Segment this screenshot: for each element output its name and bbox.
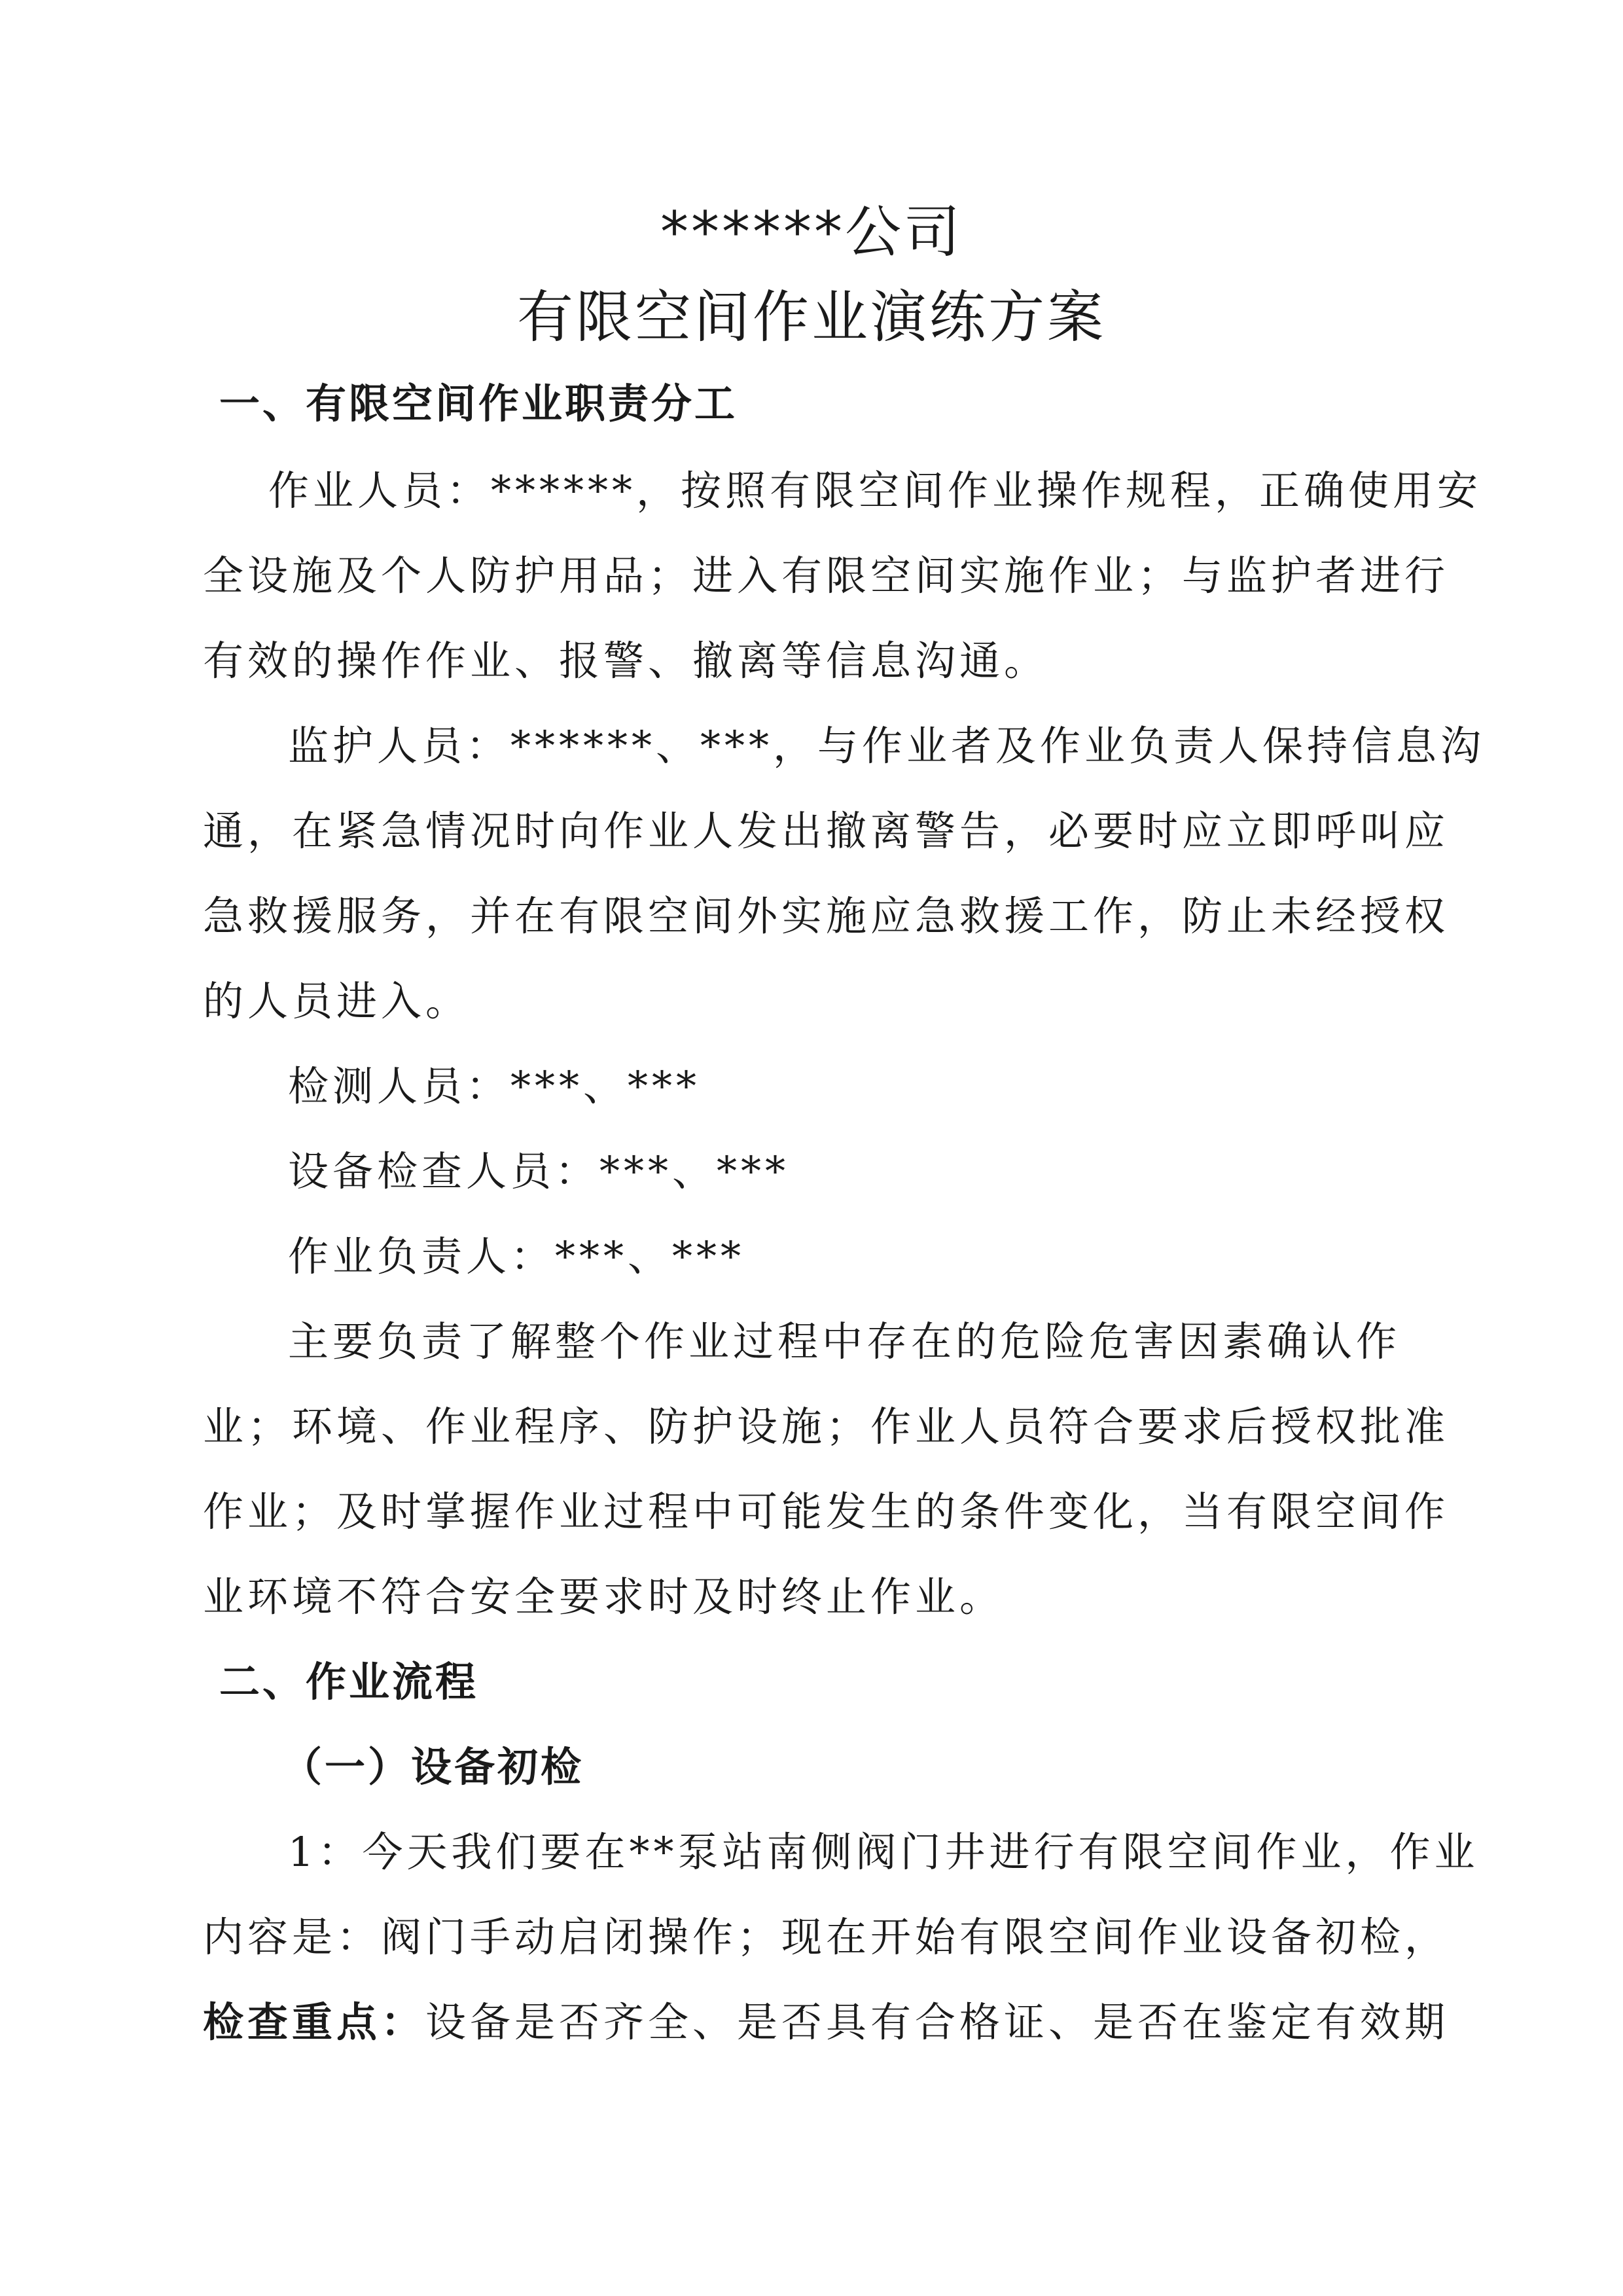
supervisor-line: 作业负责人：***、*** xyxy=(288,1232,745,1280)
subsection-heading-initial-inspection: （一）设备初检 xyxy=(281,1743,584,1791)
detectors-line: 检测人员：***、*** xyxy=(288,1062,701,1110)
company-title: ******公司 xyxy=(660,200,963,265)
inspection-focus-label: 检查重点： xyxy=(203,1998,426,2046)
equipment-inspectors-line: 设备检查人员：***、*** xyxy=(288,1147,790,1195)
paragraph-line: 通，在紧急情况时向作业人发出撤离警告，必要时应立即呼叫应 xyxy=(203,807,1450,855)
paragraph-line: 急救援服务，并在有限空间外实施应急救援工作，防止未经授权 xyxy=(203,892,1450,940)
paragraph-line: 作业；及时掌握作业过程中可能发生的条件变化，当有限空间作 xyxy=(203,1488,1450,1535)
paragraph-line: 内容是：阀门手动启闭操作；现在开始有限空间作业设备初检， xyxy=(203,1913,1450,1961)
main-title: 有限空间作业演练方案 xyxy=(517,285,1106,350)
section-heading-responsibilities: 一、有限空间作业职责分工 xyxy=(219,380,738,427)
paragraph-line xyxy=(203,1996,1450,2049)
inspection-focus-text: 设备是否齐全、是否具有合格证、是否在鉴定有效期 xyxy=(425,1998,1450,2046)
paragraph-line: 业环境不符合安全要求时及时终止作业。 xyxy=(203,1573,1005,1621)
paragraph-line: 有效的操作作业、报警、撤离等信息沟通。 xyxy=(203,637,1049,685)
paragraph-line: 全设施及个人防护用品；进入有限空间实施作业；与监护者进行 xyxy=(203,552,1450,600)
paragraph-line: 作业人员：******，按照有限空间作业操作规程，正确使用安 xyxy=(268,467,1482,514)
section-heading-workflow: 二、作业流程 xyxy=(219,1658,479,1706)
paragraph-line: 主要负责了解整个作业过程中存在的危险危害因素确认作 xyxy=(288,1318,1401,1365)
paragraph-line: 监护人员：******、***，与作业者及作业负责人保持信息沟 xyxy=(288,722,1486,770)
paragraph-line: 的人员进入。 xyxy=(203,977,471,1025)
paragraph-line: 1：今天我们要在**泵站南侧阀门井进行有限空间作业，作业 xyxy=(288,1828,1479,1876)
paragraph-line: 业；环境、作业程序、防护设施；作业人员符合要求后授权批准 xyxy=(203,1403,1450,1450)
